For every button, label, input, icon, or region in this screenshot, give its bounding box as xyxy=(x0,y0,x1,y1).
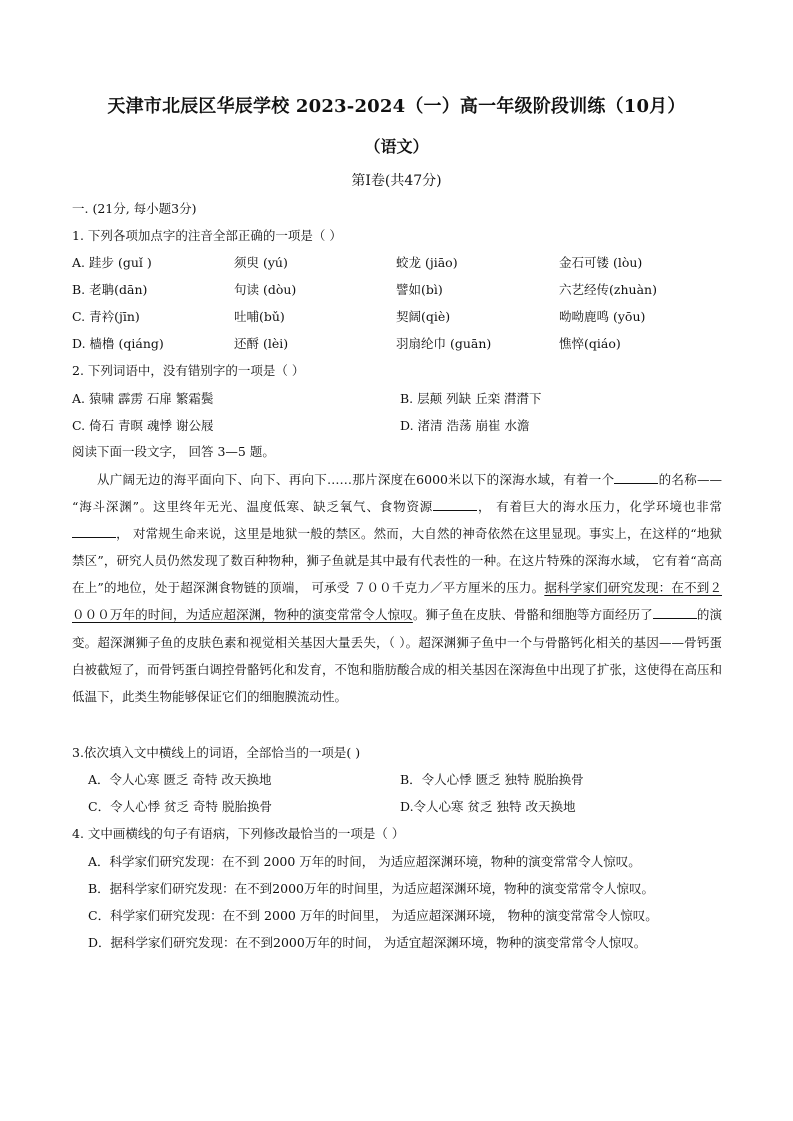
underlined-sentence: 据科学家们研究发现：在不到２０００万年的时间，为适应超深渊，物种的演变常常令人惊叹 xyxy=(72,580,722,623)
page-title: 天津市北辰区华辰学校 2023-2024（一）高一年级阶段训练（10月） xyxy=(107,96,686,117)
q1-d-item-1: D. 樯橹 (qiáng) xyxy=(72,336,164,351)
q3-option-d: D.令人心寒 贫乏 独特 改天换地 xyxy=(400,799,576,814)
q1-a-item-4: 金石可镂 (lòu) xyxy=(559,255,643,270)
passage-part-3: ， 有着巨大的海水压力，化学环境也非常 xyxy=(477,499,722,515)
reading-passage xyxy=(72,466,722,710)
q2-option-c: C. 倚石 青暝 魂悸 谢公屐 xyxy=(72,418,214,433)
q3-option-c: C．令人心悸 贫乏 奇特 脱胎换骨 xyxy=(88,799,272,814)
passage-part-5: 。狮子鱼在皮肤、骨骼和细胞等方面经历了 xyxy=(412,607,653,623)
q1-c-item-1: C. 青衿(jīn) xyxy=(72,309,140,324)
page-subtitle: （语文） xyxy=(364,137,429,156)
part-heading: 第Ⅰ卷(共47分) xyxy=(351,173,442,189)
passage-part-1: 从广阔无边的海平面向下、向下、再向下……那片深度在6000米以下的深海水域，有着一个 xyxy=(97,472,615,487)
q1-a-item-2: 须臾 (yú) xyxy=(234,255,288,270)
passage-part-6: 的演变。超深渊狮子鱼的皮肤色素和视觉相关基因大量丢失，（ ）。超深渊狮子鱼中一个与骨骼钙化相关的基因——骨钙蛋白被截短了，而骨钙蛋白调控骨骼钙化和发育，不饱和脂肪酸合成的相关基因在深海鱼中出现了扩张，这使得在高压和低温下，此类生物能够保证它们的细胞膜流动性。 xyxy=(72,607,723,704)
q2-option-b: B. 层颠 列缺 丘栾 潸潸下 xyxy=(400,391,542,406)
question-2-stem: 2. 下列词语中，没有错别字的一项是（ ） xyxy=(72,363,305,378)
reading-intro: 阅读下面一段文字， 回答 3—5 题。 xyxy=(72,444,275,459)
question-4-stem: 4. 文中画横线的句子有语病，下列修改最恰当的一项是（ ） xyxy=(72,826,405,841)
q1-b-item-3: 譬如(bì) xyxy=(396,282,443,297)
q1-d-item-2: 还酹 (lèi) xyxy=(234,336,289,351)
question-3-stem: 3.依次填入文中横线上的词语，全部恰当的一项是( ) xyxy=(72,745,361,760)
q3-option-b: B．令人心悸 匮乏 独特 脱胎换骨 xyxy=(400,772,584,787)
q1-b-item-4: 六艺经传(zhuàn) xyxy=(559,282,657,297)
q1-a-item-3: 蛟龙 (jiāo) xyxy=(396,255,458,270)
section-heading: 一. (21分, 每小题3分) xyxy=(72,201,197,216)
blank-1 xyxy=(614,471,658,484)
q1-c-item-4: 呦呦鹿鸣 (yōu) xyxy=(559,309,646,324)
q1-c-item-3: 契阔(qiè) xyxy=(396,309,451,324)
q2-option-d: D. 渚清 浩荡 崩崔 水澹 xyxy=(400,418,530,433)
q3-option-a: A．令人心寒 匮乏 奇特 改天换地 xyxy=(88,772,272,787)
passage-part-2: 的名称—— “海斗深渊”。这里终年无光、温度低寒、缺乏氧气、食物资源 xyxy=(72,472,722,515)
q1-b-item-1: B. 老聃(dān) xyxy=(72,282,148,297)
blank-2 xyxy=(433,498,477,511)
q1-d-item-4: 憔悴(qiáo) xyxy=(559,336,621,351)
q1-c-item-2: 吐哺(bǔ) xyxy=(234,309,285,324)
passage-part-4: ， 对常规生命来说，这里是地狱一般的禁区。然而，大自然的神奇依然在这里显现。事实上，在这样的“地狱禁区”，研究人员仍然发现了数百种物种，狮子鱼就是其中最有代表性的一种。在这片特殊的深海水域， 它有着“高高在上”的地位，处于超深渊食物链的顶端， 可承受 ７００千克力／平方厘米的压力。 xyxy=(72,526,722,596)
q1-a-item-1: A. 跬步 (guǐ ) xyxy=(72,255,152,270)
q4-option-a: A．科学家们研究发现：在不到 2000 万年的时间， 为适应超深渊环境，物种的演变常常令人惊叹。 xyxy=(88,854,641,869)
question-1-stem: 1. 下列各项加点字的注音全部正确的一项是（ ） xyxy=(72,228,342,243)
q4-option-d: D．据科学家们研究发现：在不到2000万年的时间， 为适宜超深渊环境，物种的演变常常令人惊叹。 xyxy=(88,935,647,950)
blank-4 xyxy=(653,606,697,619)
q4-option-b: B．据科学家们研究发现：在不到2000万年的时间里，为适应超深渊环境，物种的演变常常令人惊叹。 xyxy=(88,881,654,896)
q1-d-item-3: 羽扇纶巾 (guān) xyxy=(396,336,492,351)
blank-3 xyxy=(72,525,116,538)
q4-option-c: C．科学家们研究发现：在不到 2000 万年的时间里， 为适应超深渊环境， 物种的演变常常令人惊叹。 xyxy=(88,908,658,923)
q1-b-item-2: 句读 (dòu) xyxy=(234,282,297,297)
q2-option-a: A. 猿啸 霹雳 石扉 繁霜鬓 xyxy=(72,391,214,406)
